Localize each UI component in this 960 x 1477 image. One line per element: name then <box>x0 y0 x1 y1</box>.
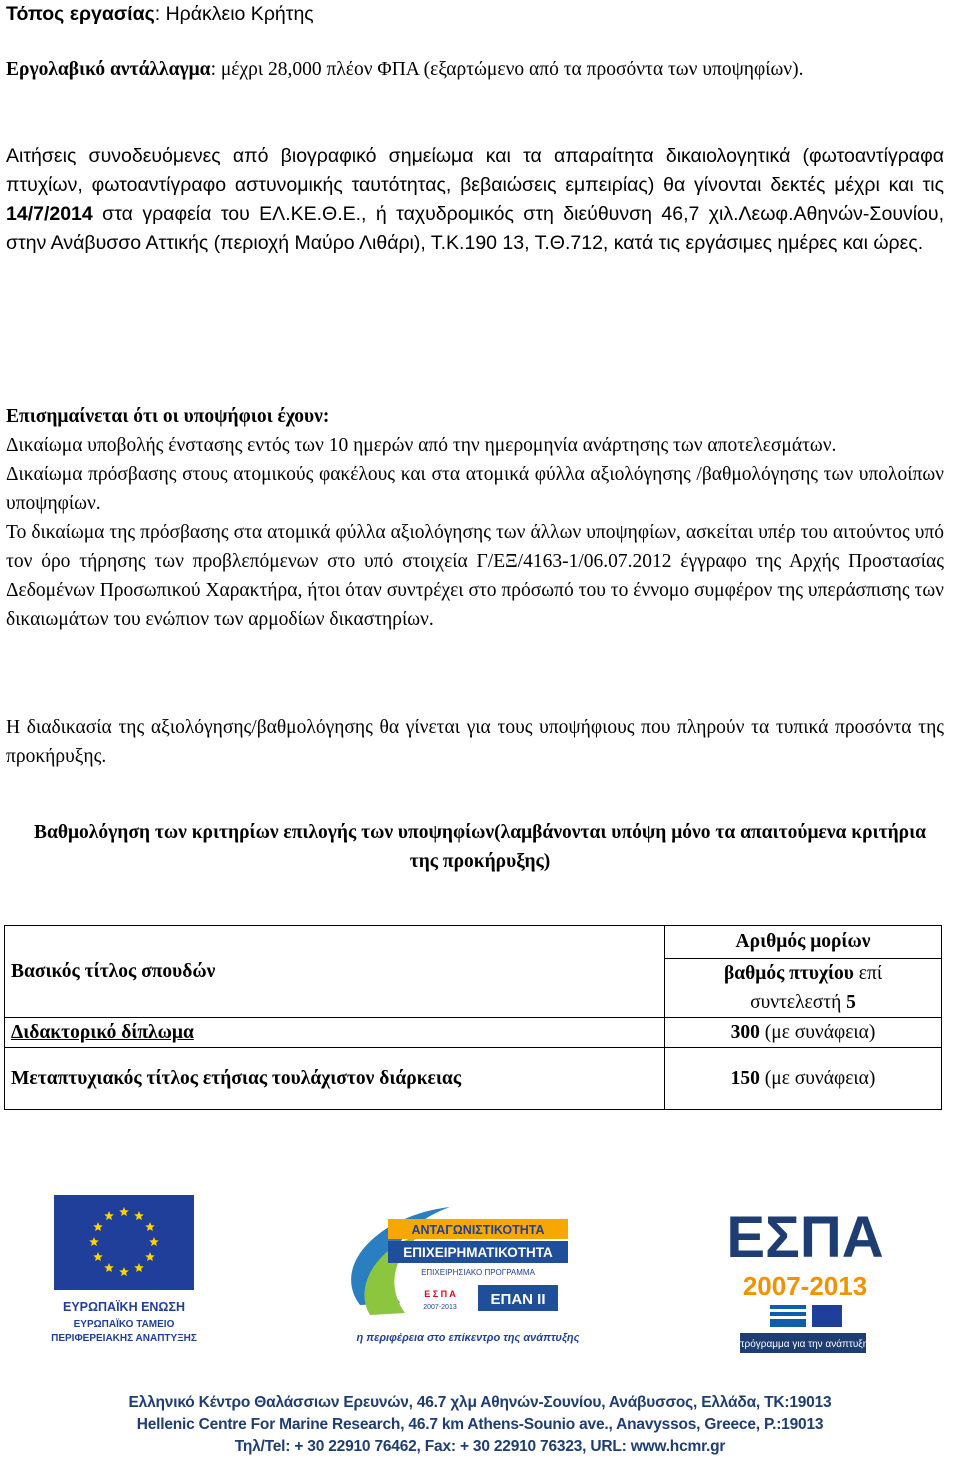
rights-section <box>6 402 944 634</box>
row-label-basic: Βασικός τίτλος σπουδών <box>11 960 216 982</box>
comp-tagline: η περιφέρεια στο επίκεντρο της ανάπτυξης <box>356 1332 580 1344</box>
eu-line3: ΠΕΡΙΦΕΡΕΙΑΚΗΣ ΑΝΑΠΤΥΞΗΣ <box>51 1333 197 1344</box>
comp-line1: ΑΝΤΑΓΩΝΙΣΤΙΚΟΤΗΤΑ <box>411 1223 545 1237</box>
table-cell-value <box>665 1048 942 1110</box>
footer-line3: Τηλ/Tel: + 30 22910 76462, Fax: + 30 22910 76323, URL: www.hcmr.gr <box>234 1438 726 1455</box>
logo-strip <box>0 1185 960 1365</box>
location-value: : Ηράκλειο Κρήτης <box>154 3 314 25</box>
table-header-line1: Αριθμός μορίων <box>735 931 871 952</box>
table-header-bold2: βαθμός πτυχίου <box>723 963 854 984</box>
table-header-line3: συντελεστή <box>750 992 847 1013</box>
rights-item-1: Δικαίωμα υποβολής ένστασης εντός των 10 ημερών από την ημερομηνία ανάρτησης των αποτελεσμάτων. <box>6 435 837 456</box>
comp-line3: ΕΠΙΧΕΙΡΗΣΙΑΚΟ ΠΡΟΓΡΑΜΜΑ <box>421 1268 535 1277</box>
location-label: Τόπος εργασίας <box>6 3 155 25</box>
fee-value: : μέχρι 28,000 πλέον ΦΠΑ (εξαρτώμενο από τα προσόντα των υποψηφίων). <box>210 59 804 80</box>
evaluation-paragraph: Η διαδικασία της αξιολόγησης/βαθμολόγησης θα γίνεται για τους υποψήφιους που πληρούν τα τυπικά προσόντα της προκήρυξης. <box>6 717 944 767</box>
table-cell-label <box>5 926 665 1018</box>
applications-text-before: Αιτήσεις συνοδευόμενες από βιογραφικό σημείωμα και τα απαραίτητα δικαιολογητικά (φωτοαντίγραφα πτυχίων, φωτοαντίγραφο αστυνομικής ταυτότητας, βεβαιώσεις εμπειρίας) θα γίνονται δεκτές μέχρι και τις <box>6 145 944 196</box>
row-value-msc-bold: 150 <box>730 1067 760 1089</box>
eu-flag-logo <box>54 1195 194 1290</box>
row-value-phd-rest: (με συνάφεια) <box>759 1021 876 1043</box>
rights-heading: Επισημαίνεται ότι οι υποψήφιοι έχουν: <box>6 406 330 427</box>
applications-paragraph <box>6 142 944 258</box>
espa-tagline: πρόγραμμα για την ανάπτυξη <box>737 1339 869 1350</box>
table-row <box>5 1048 942 1110</box>
logos-svg <box>0 1185 960 1365</box>
eu-line1: ΕΥΡΩΠΑΪΚΗ ΕΝΩΣΗ <box>62 1300 186 1314</box>
table-row <box>5 926 942 959</box>
criteria-heading: Βαθμολόγηση των κριτηρίων επιλογής των υποψηφίων(λαμβάνονται υπόψη μόνο τα απαιτούμενα κριτήρια της προκήρυξης) <box>33 822 927 872</box>
footer-line1: Ελληνικό Κέντρο Θαλάσσιων Ερευνών, 46.7 χλμ Αθηνών-Σουνίου, Ανάβυσσος, Ελλάδα, ΤΚ:19013 <box>128 1394 832 1411</box>
eu-line2: ΕΥΡΩΠΑΪΚΟ ΤΑΜΕΙΟ <box>73 1319 175 1330</box>
table-header-cell-2 <box>665 959 942 1018</box>
row-value-phd-bold: 300 <box>730 1021 760 1043</box>
rights-item-3: Το δικαίωμα της πρόσβασης στα ατομικά φύλλα αξιολόγησης των άλλων υποψηφίων, ασκείται υπέρ του αιτούντος υπό τον όρο τήρησης των προβλεπόμενων στο υπό στοιχεία Γ/ΕΞ/4163-1/06.07.2012 έγγραφο της Αρχής Προστασίας Δεδομένων Προσωπικού Χαρακτήρα, ήτοι όταν συντρέχει στο πρόσωπό του το έννομο συμφέρον της υπεράσπισης των δικαιωμάτων του ενώπιον των αρμοδίων δικαστηρίων. <box>6 522 944 630</box>
espa-title: ΕΣΠΑ <box>726 1205 884 1270</box>
espa-years: 2007-2013 <box>742 1271 868 1301</box>
row-label-msc: Μεταπτυχιακός τίτλος ετήσιας τουλάχιστον διάρκειας <box>11 1067 462 1089</box>
comp-epan: ΕΠΑΝ ΙΙ <box>490 1291 546 1308</box>
comp-line2: ΕΠΙΧΕΙΡΗΜΑΤΙΚΟΤΗΤΑ <box>403 1245 553 1260</box>
criteria-table <box>4 925 942 1110</box>
espa-logo <box>726 1205 883 1353</box>
rights-item-2: Δικαίωμα πρόσβασης στους ατομικούς φακέλους και στα ατομικά φύλλα αξιολόγησης /βαθμολόγησης των υπολοίπων υποψηφίων. <box>6 464 944 514</box>
footer <box>0 1392 960 1458</box>
table-header-bold3: 5 <box>846 992 856 1013</box>
table-row <box>5 1018 942 1048</box>
location-line <box>6 0 944 29</box>
row-value-msc-rest: (με συνάφεια) <box>759 1067 876 1089</box>
fee-paragraph <box>6 55 944 84</box>
applications-deadline: 14/7/2014 <box>6 203 93 225</box>
table-header-cell <box>665 926 942 959</box>
table-cell-value <box>665 1018 942 1048</box>
table-cell-label <box>5 1048 665 1110</box>
competitiveness-logo <box>351 1207 579 1344</box>
row-label-phd: Διδακτορικό δίπλωμα <box>11 1021 194 1043</box>
footer-line2: Hellenic Centre For Marine Research, 46.7 km Athens-Sounio ave., Anavyssos, Greece, P.:19013 <box>136 1416 824 1433</box>
table-cell-label <box>5 1018 665 1048</box>
comp-espa: Ε Σ Π Α <box>424 1289 456 1299</box>
fee-label: Εργολαβικό αντάλλαγμα <box>6 59 211 80</box>
applications-text-after: στα γραφεία του ΕΛ.ΚΕ.Θ.Ε., ή ταχυδρομικός στη διεύθυνση 46,7 χιλ.Λεωφ.Αθηνών-Σουνίου, στην Ανάβυσσο Αττικής (περιοχή Μαύρο Λιθάρι), Τ.Κ.190 13, Τ.Θ.712, κατά τις εργάσιμες ημέρες και ώρες. <box>6 203 944 254</box>
table-header-rest2: επί <box>853 963 883 984</box>
comp-years: 2007-2013 <box>423 1304 457 1311</box>
